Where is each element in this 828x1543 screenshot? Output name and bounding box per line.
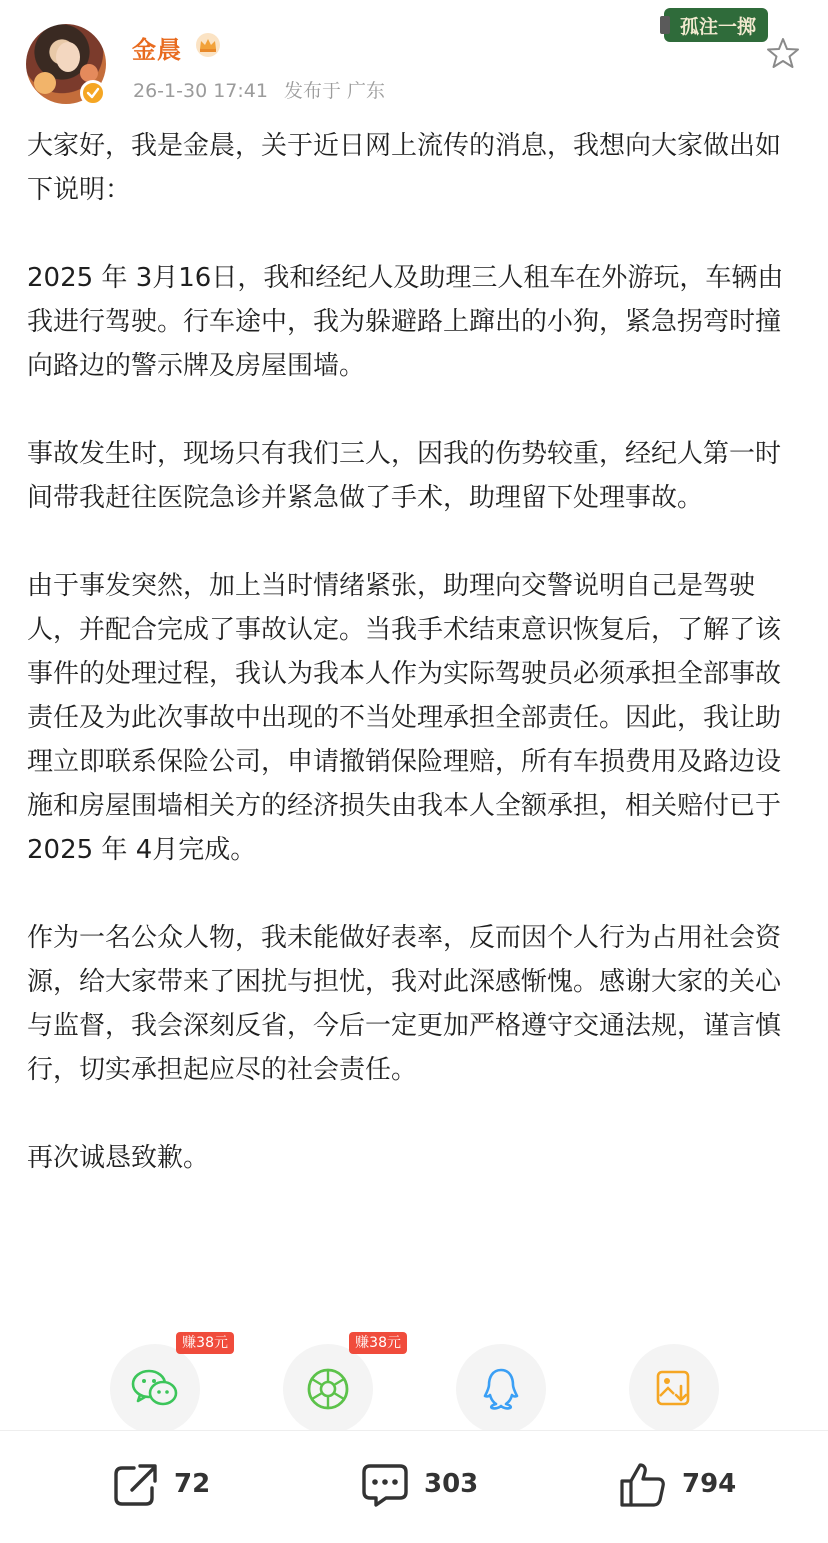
post-body xyxy=(27,124,797,1224)
post-paragraph: 作为一名公众人物，我未能做好表率，反而因个人行为占用社会资源，给大家带来了困扰与担忧，我对此深感惭愧。感谢大家的关心与监督，我会深刻反省，今后一定更加严格遵守交通法规，谨言慎行，切实承担起应尽的社会责任。 xyxy=(27,923,782,1085)
post-meta xyxy=(133,76,395,103)
post-timestamp: 26-1-30 17:41 xyxy=(133,80,268,102)
share-wechat-button[interactable] xyxy=(110,1335,228,1434)
thumbs-up-icon xyxy=(618,1459,668,1509)
save-image-button[interactable] xyxy=(629,1344,719,1434)
earn-tag: 赚38元 xyxy=(176,1332,234,1354)
share-row xyxy=(0,1335,828,1432)
username[interactable]: 金晨 xyxy=(132,36,182,64)
post-paragraph: 2025 年 3月16日，我和经纪人及助理三人租车在外游玩，车辆由我进行驾驶。行车途中，我为躲避路上蹿出的小狗，紧急拐弯时撞向路边的警示牌及房屋围墙。 xyxy=(27,263,784,381)
wechat-icon xyxy=(130,1367,180,1411)
like-button[interactable] xyxy=(618,1459,736,1509)
share-moments-button[interactable] xyxy=(283,1335,401,1434)
comment-icon xyxy=(360,1460,410,1508)
repost-icon xyxy=(112,1460,160,1508)
favorite-star-icon[interactable] xyxy=(766,36,800,70)
repost-count: 72 xyxy=(174,1469,211,1499)
post-paragraph: 再次诚恳致歉。 xyxy=(27,1143,210,1173)
comment-count: 303 xyxy=(424,1469,479,1499)
sticker-text: 孤注一掷 xyxy=(679,16,757,38)
avatar-flower xyxy=(34,72,56,94)
repost-button[interactable] xyxy=(112,1459,210,1509)
save-image-icon xyxy=(654,1368,694,1410)
post-header xyxy=(0,0,828,120)
post-location: 发布于 广东 xyxy=(284,80,386,102)
moments-icon xyxy=(305,1366,351,1412)
qq-icon xyxy=(481,1366,521,1412)
verified-badge-icon xyxy=(80,80,106,106)
post-paragraph: 事故发生时，现场只有我们三人，因我的伤势较重，经纪人第一时间带我赶往医院急诊并紧急做了手术，助理留下处理事故。 xyxy=(27,439,782,513)
post-paragraph: 由于事发突然，加上当时情绪紧张，助理向交警说明自己是驾驶人，并配合完成了事故认定。当我手术结束意识恢复后，了解了该事件的处理过程，我认为我本人作为实际驾驶员必须承担全部事故责任及为此次事故中出现的不当处理承担全部责任。因此，我让助理立即联系保险公司，申请撤销保险理赔，所有车损费用及路边设施和房屋围墙相关方的经济损失由我本人全额承担，相关赔付已于 2025 年 4月完成。 xyxy=(27,571,782,865)
post-paragraph: 大家好，我是金晨，关于近日网上流传的消息，我想向大家做出如下说明： xyxy=(27,131,782,205)
share-qq-button[interactable] xyxy=(456,1344,546,1434)
like-count: 794 xyxy=(682,1469,737,1499)
comment-button[interactable] xyxy=(360,1459,478,1509)
action-bar xyxy=(0,1430,828,1543)
sticker-badge xyxy=(660,2,772,46)
avatar-face xyxy=(56,42,80,72)
earn-tag: 赚38元 xyxy=(349,1332,407,1354)
crown-icon xyxy=(194,32,222,58)
